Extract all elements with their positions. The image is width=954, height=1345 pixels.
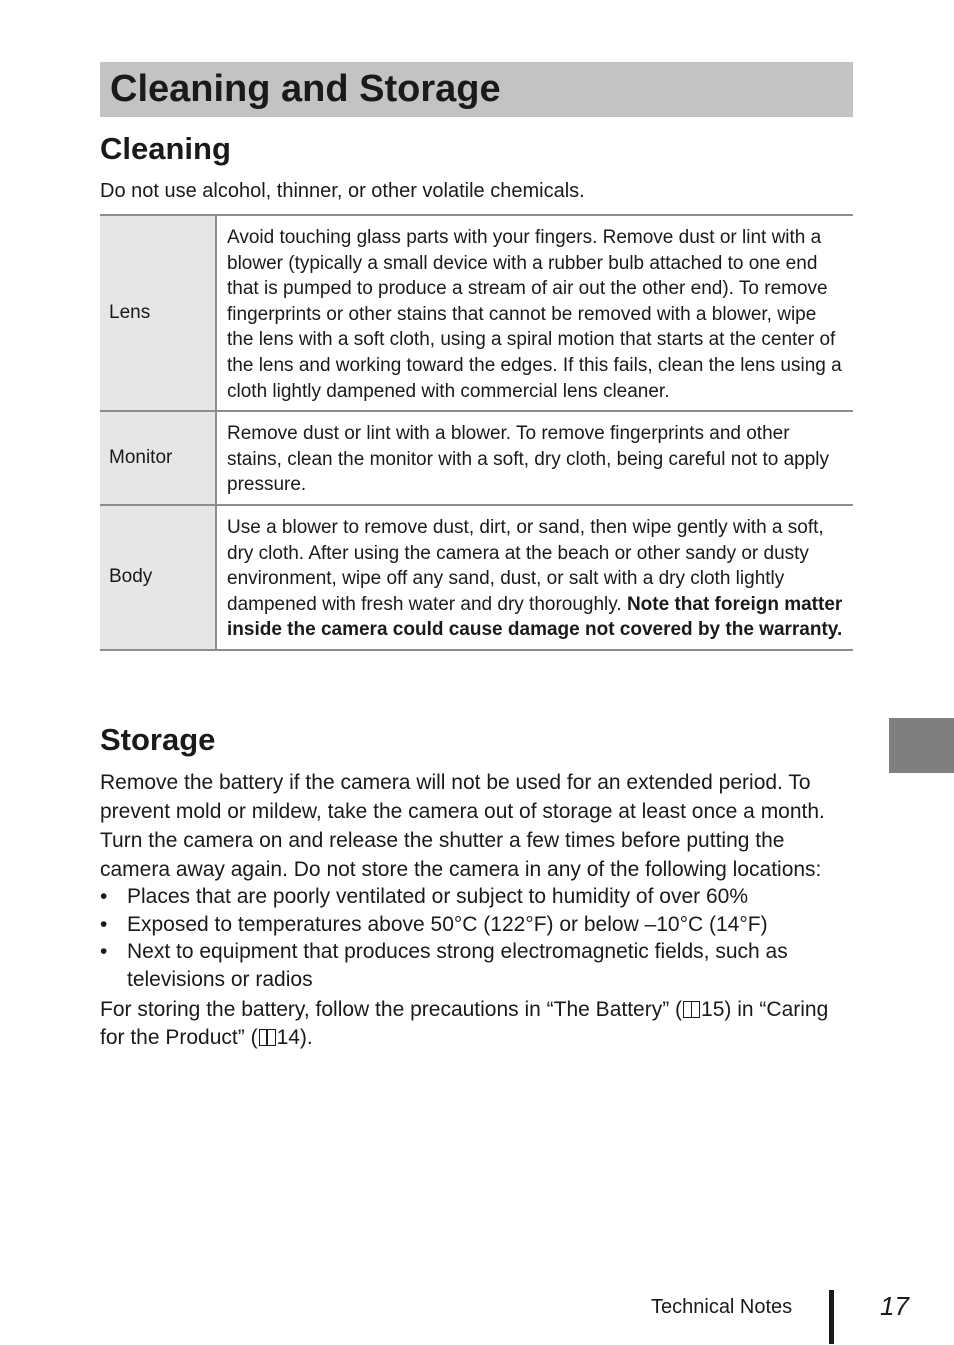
battery-note xyxy=(100,996,840,1052)
bullet-icon: • xyxy=(100,940,108,963)
page-number: 17 xyxy=(880,1291,909,1321)
title-bar xyxy=(100,62,853,117)
bullet-icon: • xyxy=(100,912,108,936)
row-label-body: Body xyxy=(100,505,216,650)
table-row xyxy=(100,215,853,411)
list-item-text: Next to equipment that produces strong electromagnetic fields, such as televisions or radios xyxy=(127,940,788,991)
storage-body: Remove the battery if the camera will not be used for an extended period. To prevent mold or mildew, take the camera out of storage at least once a month. Turn the camera on and release the shutter a few times before putting the camera away again. Do not store the camera in any of the following locations: xyxy=(100,771,825,881)
list-item xyxy=(100,911,840,939)
list-item-text: Places that are poorly ventilated or subject to humidity of over 60% xyxy=(127,885,748,908)
battery-page-ref[interactable]: 15 xyxy=(701,998,725,1021)
warranty-warning: Note that foreign matter inside the camera could cause damage not covered by the warranty. xyxy=(227,593,843,641)
storage-heading: Storage xyxy=(100,722,216,757)
list-item xyxy=(100,938,840,993)
cleaning-table xyxy=(100,214,853,651)
footer-divider xyxy=(829,1290,834,1344)
page-title: Cleaning and Storage xyxy=(110,68,501,110)
cleaning-heading: Cleaning xyxy=(100,131,231,166)
list-item xyxy=(100,883,840,911)
table-row xyxy=(100,411,853,505)
book-reference-icon xyxy=(683,1001,700,1018)
caring-page-ref[interactable]: 14 xyxy=(276,1026,300,1049)
row-text-lens: Avoid touching glass parts with your fingers. Remove dust or lint with a blower (typically a small device with a rubber bulb attached to one end that is pumped to produce a stream of air out the other end). To remove fingerprints or other stains that cannot be removed with a blower, wipe the lens with a soft cloth, using a spiral motion that starts at the center of the lens and working toward the edges. If this fails, clean the lens using a cloth lightly dampened with commercial lens cleaner. xyxy=(227,227,842,402)
row-label-monitor: Monitor xyxy=(100,411,216,505)
battery-note-text: ). xyxy=(299,1026,313,1049)
book-reference-icon xyxy=(259,1029,276,1046)
cleaning-intro: Do not use alcohol, thinner, or other volatile chemicals. xyxy=(100,180,585,202)
battery-note-text: ) in “Caring for the Product” ( xyxy=(100,998,829,1049)
body-text: Use a blower to remove dust, dirt, or sand, then wipe gently with a soft, dry cloth. After using the camera at the beach or other sandy or dusty environment, wipe off any sand, dust, or salt with a dry cloth lightly dampened with fresh water and dry thoroughly. xyxy=(227,516,824,615)
row-label-lens: Lens xyxy=(100,215,216,411)
bullet-icon: • xyxy=(100,885,108,908)
section-tab xyxy=(889,718,954,773)
storage-locations-list xyxy=(100,883,840,993)
battery-note-text: For storing the battery, follow the precautions in “The Battery” ( xyxy=(100,998,683,1021)
row-text-monitor: Remove dust or lint with a blower. To remove fingerprints and other stains, clean the monitor with a soft, dry cloth, being careful not to apply pressure. xyxy=(227,423,829,496)
table-row xyxy=(100,505,853,650)
footer-section-label: Technical Notes xyxy=(651,1296,793,1318)
list-item-text: Exposed to temperatures above 50°C (122°F) or below –10°C (14°F) xyxy=(127,912,768,936)
row-text-body xyxy=(216,505,853,650)
